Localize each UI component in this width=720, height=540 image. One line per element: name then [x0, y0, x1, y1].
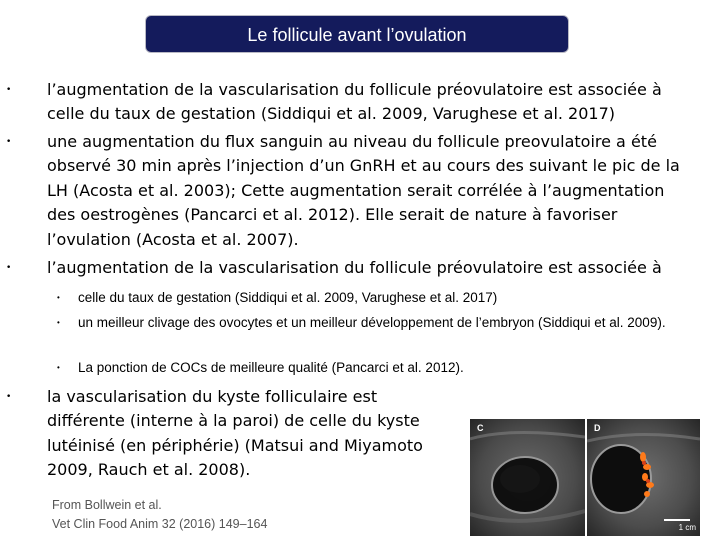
sub-bullet-item: [78, 288, 668, 308]
bullet-item: [47, 78, 687, 127]
image-label: C: [477, 423, 484, 433]
bullet-item: [47, 256, 687, 280]
ultrasound-image-c: [470, 419, 585, 536]
bullet-dot: [6, 385, 11, 409]
sub-bullet-text: un meilleur clivage des ovocytes et un meilleur développement de l’embryon (Siddiqui et al. 2009).: [78, 315, 666, 330]
bullet-text: une augmentation du flux sanguin au niveau du follicule preovulatoire a été observé 30 min après l’injection d’un GnRH et au cours des suivant le pic de la LH (Acosta et al. 2003); Cette augmentation serait corrélée à l’augmentation des oestrogènes (Pancarci et al. 2012). Elle serait de nature à favoriser l’ovulation (Acosta et al. 2007).: [47, 132, 680, 249]
scale-bar: [664, 519, 690, 521]
source-line: From Bollwein et al.: [52, 498, 162, 512]
bullet-dot: [6, 130, 11, 154]
sub-bullet-text: celle du taux de gestation (Siddiqui et al. 2009, Varughese et al. 2017): [78, 290, 498, 305]
bullet-dot: [57, 288, 60, 308]
bullet-text: l’augmentation de la vascularisation du follicule préovulatoire est associée à celle du taux de gestation (Siddiqui et al. 2009, Varughese et al. 2017): [47, 80, 662, 124]
bullet-dot: [57, 313, 60, 333]
sub-bullet-item: [78, 313, 668, 333]
source-line: Vet Clin Food Anim 32 (2016) 149–164: [52, 517, 268, 531]
bullet-dot: [57, 358, 60, 378]
source-citation: [52, 496, 267, 534]
image-label: D: [594, 423, 601, 433]
sub-bullet-item: [78, 358, 668, 378]
bullet-item: [47, 130, 689, 252]
bullet-dot: [6, 78, 11, 102]
sub-bullet-text: La ponction de COCs de meilleure qualité (Pancarci et al. 2012).: [78, 360, 464, 375]
ultrasound-graphic: [470, 419, 585, 536]
bullet-dot: [6, 256, 11, 280]
bullet-text: la vascularisation du kyste folliculaire est différente (interne à la paroi) de celle du kyste lutéinisé (en périphérie) (Matsui and Miyamoto 2009, Rauch et al. 2008).: [47, 387, 423, 480]
ultrasound-image-d: [587, 419, 700, 536]
bullet-item: [47, 385, 442, 483]
scale-label: 1 cm: [678, 523, 696, 532]
slide-title: Le follicule avant l’ovulation: [145, 15, 569, 53]
bullet-text: l’augmentation de la vascularisation du follicule préovulatoire est associée à: [47, 258, 662, 277]
